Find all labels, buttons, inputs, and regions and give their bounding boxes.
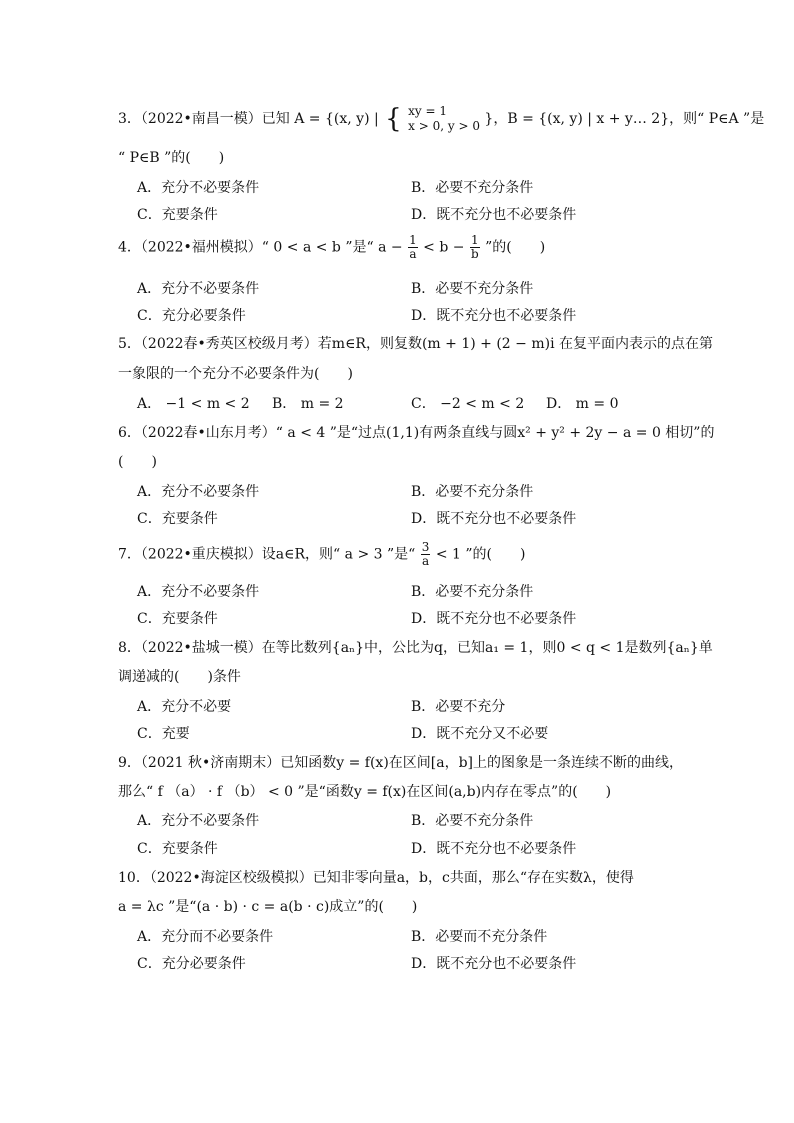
question-7-line-1	[118, 541, 525, 568]
fraction-denominator: a	[422, 554, 430, 568]
question-10-option-b: B．必要而不充分条件	[411, 929, 548, 945]
question-3-option-c: C．充要条件	[137, 207, 218, 223]
question-6-option-d: D．既不充分也不必要条件	[411, 511, 577, 527]
system-brace: {	[385, 104, 402, 134]
question-3-text: 3．（2022•南昌一模）已知	[118, 111, 290, 127]
question-10-option-d: D．既不充分也不必要条件	[411, 956, 577, 972]
question-4-text-end: ”的( )	[485, 239, 546, 256]
question-9-option-b: B．必要不充分条件	[411, 813, 534, 829]
fraction-numerator: 3	[421, 540, 430, 554]
question-8-option-b: B．必要不充分	[411, 699, 506, 715]
question-7-option-a: A．充分不必要条件	[137, 584, 260, 600]
question-7-text: 7．（2022•重庆模拟）设a∈R，则“ a > 3 ”是“	[118, 546, 416, 563]
question-3-set-a: A = {(x, y) |	[294, 111, 379, 127]
question-3-line-1	[118, 104, 764, 134]
question-10-option-a: A．充分而不必要条件	[137, 929, 274, 945]
question-5-option-b: B． m = 2	[272, 396, 344, 412]
question-6-line-1: 6．（2022春•山东月考）“ a < 4 ”是“过点(1,1)有两条直线与圆x² + y² + 2y − a = 0 相切”的	[118, 425, 715, 441]
fraction-1-over-b	[470, 234, 480, 261]
question-3-line-2: “ P∈B ”的( )	[118, 150, 225, 166]
question-6-line-2: ( )	[118, 454, 157, 470]
equation-system	[408, 104, 480, 134]
question-4-text: 4．（2022•福州模拟）“ 0 < a < b ”是“ a −	[118, 239, 403, 256]
question-9-option-c: C．充要条件	[137, 841, 218, 857]
fraction-denominator: b	[470, 247, 479, 261]
question-6-option-c: C．充要条件	[137, 511, 218, 527]
question-5-option-c: C． −2 < m < 2	[411, 396, 525, 412]
question-4-option-a: A．充分不必要条件	[137, 281, 260, 297]
question-5-option-a: A． −1 < m < 2	[137, 396, 250, 412]
question-8-line-1: 8．（2022•盐城一模）在等比数列{aₙ}中，公比为q，已知a₁ = 1，则0 < q < 1是数列{aₙ}单	[118, 640, 713, 656]
system-bottom: x > 0, y > 0	[408, 119, 480, 133]
question-4-line-1	[118, 234, 545, 261]
question-5-line-2: 一象限的一个充分不必要条件为( )	[118, 366, 353, 382]
fraction-3-over-a	[421, 541, 431, 568]
fraction-numerator: 1	[409, 233, 417, 247]
fraction-numerator: 1	[470, 233, 479, 247]
question-3-option-a: A．充分不必要条件	[137, 180, 260, 196]
question-8-line-2: 调递减的( )条件	[118, 669, 241, 685]
question-4-text-mid: < b −	[423, 239, 465, 256]
question-7-text-end: < 1 ”的( )	[435, 546, 526, 563]
question-8-option-c: C．充要	[137, 726, 190, 742]
question-5-line-1: 5．（2022春•秀英区校级月考）若m∈R，则复数(m + 1) + (2 − m)i 在复平面内表示的点在第	[118, 336, 714, 352]
question-7-option-c: C．充要条件	[137, 611, 218, 627]
question-9-line-2: 那么“ f （a） · f （b） < 0 ”是“函数y = f(x)在区间(a,b)内存在零点”的( )	[118, 784, 612, 800]
fraction-1-over-a	[408, 234, 418, 261]
question-4-option-d: D．既不充分也不必要条件	[411, 308, 577, 324]
question-3-option-d: D．既不充分也不必要条件	[411, 207, 577, 223]
question-9-option-d: D．既不充分也不必要条件	[411, 841, 577, 857]
system-top: xy = 1	[408, 104, 448, 118]
question-10-line-1: 10．（2022•海淀区校级模拟）已知非零向量a，b，c共面，那么“存在实数λ，使得	[118, 870, 634, 886]
question-6-option-b: B．必要不充分条件	[411, 484, 534, 500]
question-9-option-a: A．充分不必要条件	[137, 813, 260, 829]
question-8-option-a: A．充分不必要	[137, 699, 232, 715]
question-10-line-2: a = λc ”是“(a · b) · c = a(b · c)成立”的( )	[118, 899, 418, 915]
question-4-option-b: B．必要不充分条件	[411, 281, 534, 297]
question-5-option-d: D． m = 0	[546, 396, 619, 412]
question-3-option-b: B．必要不充分条件	[411, 180, 534, 196]
fraction-denominator: a	[409, 247, 417, 261]
question-10-option-c: C．充分必要条件	[137, 956, 246, 972]
question-7-option-b: B．必要不充分条件	[411, 584, 534, 600]
question-6-option-a: A．充分不必要条件	[137, 484, 260, 500]
question-9-line-1: 9．（2021 秋•济南期末）已知函数y = f(x)在区间[a，b]上的图象是一条连续不断的曲线，	[118, 755, 684, 771]
question-8-option-d: D．既不充分又不必要	[411, 726, 549, 742]
question-4-option-c: C．充分必要条件	[137, 308, 246, 324]
question-3-set-b: }，B = {(x, y) | x + y… 2}，则“ P∈A ”是	[484, 111, 765, 127]
question-7-option-d: D．既不充分也不必要条件	[411, 611, 577, 627]
